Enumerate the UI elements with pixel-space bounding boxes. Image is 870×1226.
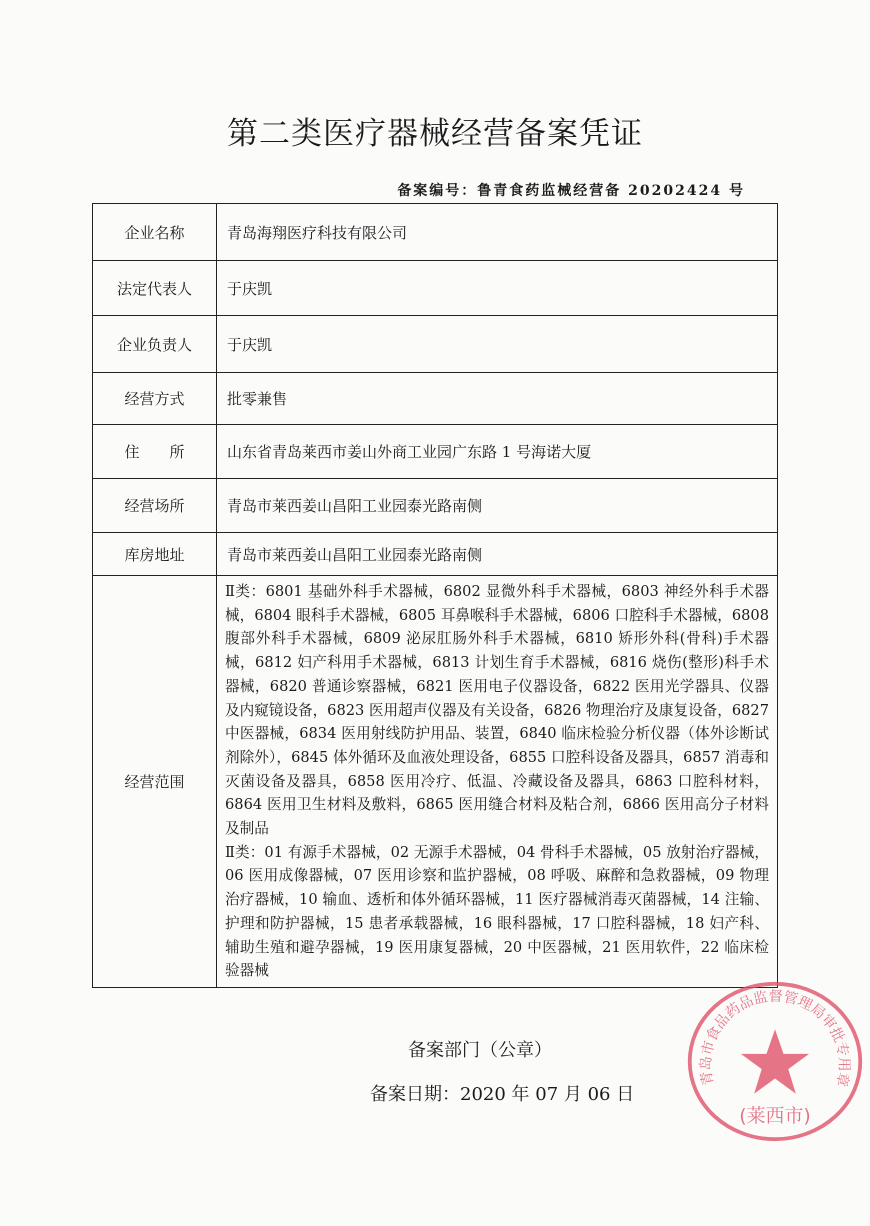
table-row <box>93 204 778 261</box>
row-value: 山东省青岛莱西市姜山外商工业园广东路 1 号海诺大厦 <box>217 425 778 479</box>
info-table <box>92 203 778 988</box>
row-label: 经营场所 <box>93 479 217 533</box>
filing-department: 备案部门（公章） <box>408 1040 552 1061</box>
filing-number: 备案编号：鲁青食药监械经营备 20202424 号 <box>397 183 745 199</box>
table-row <box>93 479 778 533</box>
scope-class-old: Ⅱ类：6801 基础外科手术器械，6802 显微外科手术器械，6803 神经外科手术器械，6804 眼科手术器械，6805 耳鼻喉科手术器械，6806 口腔科手术器械，6808 腹部外科手术器械，6809 泌尿肛肠外科手术器械，6810 矫形外科(骨科)手术器械，6812 妇产科用手术器械，6813 计划生育手术器械，6816 烧伤(整形)科手术器械，6820 普通诊察器械，6821 医用电子仪器设备，6822 医用光学器具、仪器及内窥镜设备，6823 医用超声仪器及有关设备，6826 物理治疗及康复设备，6827 中医器械，6834 医用射线防护用品、装置，6840 临床检验分析仪器（体外诊断试剂除外），6845 体外循环及血液处理设备，6855 口腔科设备及器具，6857 消毒和灭菌设备及器具，6858 医用冷疗、低温、冷藏设备及器具，6863 口腔科材料，6864 医用卫生材料及敷料，6865 医用缝合材料及粘合剂，6866 医用高分子材料及制品 <box>225 583 769 838</box>
table-row-scope <box>93 576 778 988</box>
document-title: 第二类医疗器械经营备案凭证 <box>227 116 643 152</box>
svg-text:青岛市食品药品监督管理局审批专用章: 青岛市食品药品监督管理局审批专用章 <box>698 988 852 1089</box>
table-row <box>93 316 778 373</box>
scope-class-new: Ⅱ类：01 有源手术器械，02 无源手术器械，04 骨科手术器械，05 放射治疗器械，06 医用成像器械，07 医用诊察和监护器械，08 呼吸、麻醉和急救器械，09 物理治疗器械，10 输血、透析和体外循环器械，11 医疗器械消毒灭菌器械，14 注输、护理和防护器械，15 患者承载器械，16 眼科器械，17 口腔科器械，18 妇产科、辅助生殖和避孕器械，19 医用康复器械，20 中医器械，21 医用软件，22 临床检验器械 <box>225 843 769 980</box>
table-row <box>93 533 778 576</box>
row-value: 青岛市莱西姜山昌阳工业园泰光路南侧 <box>217 479 778 533</box>
row-label: 库房地址 <box>93 533 217 576</box>
row-label: 法定代表人 <box>93 261 217 316</box>
row-label: 住 所 <box>93 425 217 479</box>
row-label: 企业负责人 <box>93 316 217 373</box>
row-value: 于庆凯 <box>217 316 778 373</box>
row-value: 青岛海翔医疗科技有限公司 <box>217 204 778 261</box>
row-label: 企业名称 <box>93 204 217 261</box>
table-row <box>93 425 778 479</box>
table-row <box>93 261 778 316</box>
row-value: 批零兼售 <box>217 373 778 425</box>
svg-text:(莱西市): (莱西市) <box>739 1105 811 1128</box>
table-row <box>93 373 778 425</box>
official-seal-icon <box>685 980 865 1143</box>
scope-value <box>217 576 778 988</box>
scope-label: 经营范围 <box>93 576 217 988</box>
row-value: 于庆凯 <box>217 261 778 316</box>
row-label: 经营方式 <box>93 373 217 425</box>
row-value: 青岛市莱西姜山昌阳工业园泰光路南侧 <box>217 533 778 576</box>
filing-date: 备案日期：2020 年 07 月 06 日 <box>370 1084 635 1105</box>
